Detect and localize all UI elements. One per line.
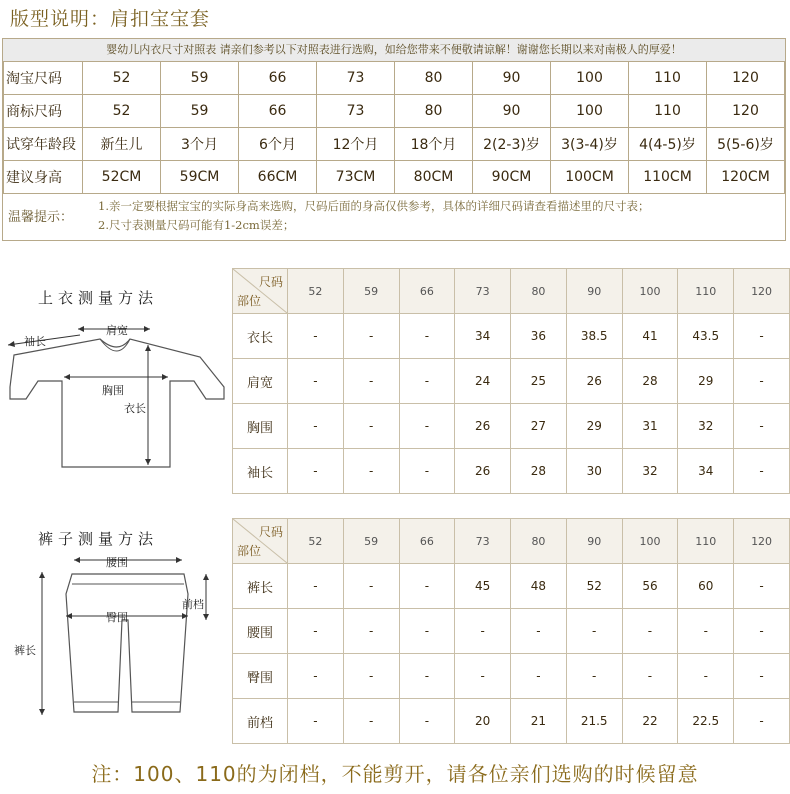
measure-cell: 29	[678, 359, 734, 404]
measure-cell: 31	[622, 404, 678, 449]
measure-cell: -	[566, 609, 622, 654]
size-header-cell: 73	[455, 269, 511, 314]
measure-cell: -	[288, 609, 344, 654]
measure-row	[233, 314, 790, 359]
measure-cell: -	[678, 609, 734, 654]
measure-cell: -	[734, 609, 790, 654]
size-chart-row	[4, 128, 785, 161]
size-chart-cell: 90	[473, 95, 551, 128]
measure-cell: -	[734, 699, 790, 744]
size-chart-cell: 5(5-6)岁	[707, 128, 785, 161]
measure-cell: 56	[622, 564, 678, 609]
corner-part-label: 部位	[237, 544, 262, 558]
measure-cell: 21	[511, 699, 567, 744]
size-chart-cell: 3个月	[161, 128, 239, 161]
size-header-cell: 90	[566, 519, 622, 564]
measure-cell: -	[288, 699, 344, 744]
measure-cell: -	[399, 699, 455, 744]
size-chart-cell: 90	[473, 62, 551, 95]
size-chart-cell: 80CM	[395, 161, 473, 194]
label-pants-length: 裤长	[14, 644, 36, 657]
measure-cell: -	[288, 449, 344, 494]
size-header-cell: 100	[622, 269, 678, 314]
measure-cell: -	[343, 404, 399, 449]
measure-cell: -	[622, 609, 678, 654]
measure-cell: -	[343, 449, 399, 494]
measure-row	[233, 699, 790, 744]
measure-cell: 36	[511, 314, 567, 359]
measure-row	[233, 609, 790, 654]
size-chart-cell: 73CM	[317, 161, 395, 194]
measure-cell: -	[734, 564, 790, 609]
size-header-cell: 59	[343, 269, 399, 314]
size-chart-cell: 110	[629, 62, 707, 95]
size-chart-row-label: 试穿年龄段	[4, 128, 83, 161]
size-chart-row-label: 商标尺码	[4, 95, 83, 128]
measure-row	[233, 564, 790, 609]
measure-cell: -	[343, 654, 399, 699]
measure-cell: -	[343, 699, 399, 744]
size-chart-cell: 66	[239, 62, 317, 95]
size-chart-cell: 73	[317, 62, 395, 95]
measure-cell: 27	[511, 404, 567, 449]
size-chart-cell: 110	[629, 95, 707, 128]
measure-cell: -	[734, 654, 790, 699]
measure-cell: -	[399, 404, 455, 449]
size-header-cell: 120	[734, 519, 790, 564]
label-rise: 前档	[182, 598, 204, 611]
corner-cell	[233, 519, 288, 564]
size-chart-cell: 12个月	[317, 128, 395, 161]
measure-cell: -	[678, 654, 734, 699]
size-header-cell: 52	[288, 269, 344, 314]
measure-cell: 21.5	[566, 699, 622, 744]
label-shoulder: 肩宽	[106, 324, 128, 337]
measure-cell: 52	[566, 564, 622, 609]
size-chart-row	[4, 95, 785, 128]
size-chart-cell: 100	[551, 62, 629, 95]
size-chart-cell: 59CM	[161, 161, 239, 194]
measure-row-label: 裤长	[233, 564, 288, 609]
size-chart-cell: 66	[239, 95, 317, 128]
size-chart-cell: 52	[83, 62, 161, 95]
measure-cell: -	[622, 654, 678, 699]
size-chart-cell: 80	[395, 62, 473, 95]
measure-cell: -	[399, 449, 455, 494]
measure-cell: 32	[622, 449, 678, 494]
measure-cell: -	[288, 404, 344, 449]
measure-cell: -	[399, 314, 455, 359]
top-section-title: 上衣测量方法	[38, 289, 159, 307]
corner-size-label: 尺码	[258, 275, 283, 289]
measure-cell: 43.5	[678, 314, 734, 359]
measure-cell: 38.5	[566, 314, 622, 359]
corner-part-label: 部位	[237, 294, 262, 308]
page-title: 版型说明：肩扣宝宝套	[10, 8, 211, 30]
measure-cell: 28	[511, 449, 567, 494]
notice-banner: 婴幼儿内衣尺寸对照表 请亲们参考以下对照表进行选购，如给您带来不便敬请谅解！谢谢您长期以来对南极人的厚爱！	[3, 39, 785, 61]
size-chart-cell: 120	[707, 62, 785, 95]
measure-cell: 24	[455, 359, 511, 404]
measure-cell: -	[343, 359, 399, 404]
size-chart-cell: 52CM	[83, 161, 161, 194]
measure-cell: -	[288, 564, 344, 609]
label-length: 衣长	[124, 402, 146, 415]
measure-cell: 60	[678, 564, 734, 609]
measure-cell: -	[734, 404, 790, 449]
size-header-cell: 120	[734, 269, 790, 314]
measure-row-label: 前档	[233, 699, 288, 744]
size-chart-row	[4, 62, 785, 95]
measure-row	[233, 449, 790, 494]
size-chart-cell: 100CM	[551, 161, 629, 194]
measure-cell: -	[734, 314, 790, 359]
measure-cell: -	[511, 654, 567, 699]
size-header-cell: 80	[511, 269, 567, 314]
measure-row-label: 袖长	[233, 449, 288, 494]
size-chart-cell: 100	[551, 95, 629, 128]
size-chart-cell: 73	[317, 95, 395, 128]
corner-cell	[233, 269, 288, 314]
tips-label: 温馨提示：	[8, 210, 74, 225]
measure-cell: 32	[678, 404, 734, 449]
size-header-cell: 59	[343, 519, 399, 564]
size-header-cell: 73	[455, 519, 511, 564]
size-header-cell: 110	[678, 269, 734, 314]
size-chart-cell: 66CM	[239, 161, 317, 194]
measure-cell: -	[288, 359, 344, 404]
size-chart-cell: 59	[161, 95, 239, 128]
size-chart-cell: 110CM	[629, 161, 707, 194]
measure-cell: -	[455, 609, 511, 654]
measure-cell: 29	[566, 404, 622, 449]
pants-section-title: 裤子测量方法	[38, 530, 159, 548]
measure-cell: 26	[566, 359, 622, 404]
top-measure-table	[232, 268, 790, 494]
measure-cell: -	[399, 564, 455, 609]
measure-cell: -	[734, 449, 790, 494]
corner-size-label: 尺码	[258, 525, 283, 539]
measure-row-label: 胸围	[233, 404, 288, 449]
measure-cell: 22.5	[678, 699, 734, 744]
measure-row	[233, 359, 790, 404]
measure-row	[233, 654, 790, 699]
size-chart-cell: 6个月	[239, 128, 317, 161]
measure-cell: -	[399, 359, 455, 404]
measure-cell: 20	[455, 699, 511, 744]
measure-row-label: 肩宽	[233, 359, 288, 404]
measure-header-row	[233, 269, 790, 314]
measure-row	[233, 404, 790, 449]
size-chart-row-label: 淘宝尺码	[4, 62, 83, 95]
measure-cell: 28	[622, 359, 678, 404]
size-chart-cell: 59	[161, 62, 239, 95]
measure-cell: -	[343, 564, 399, 609]
size-chart-cell: 3(3-4)岁	[551, 128, 629, 161]
measure-row-label: 衣长	[233, 314, 288, 359]
measure-cell: 26	[455, 404, 511, 449]
size-header-cell: 66	[399, 269, 455, 314]
tips-block	[8, 198, 788, 238]
size-chart-row-label: 建议身高	[4, 161, 83, 194]
size-header-cell: 100	[622, 519, 678, 564]
size-chart-cell: 120CM	[707, 161, 785, 194]
measure-cell: 34	[455, 314, 511, 359]
size-chart-cell: 新生儿	[83, 128, 161, 161]
measure-cell: -	[734, 359, 790, 404]
measure-cell: 34	[678, 449, 734, 494]
measure-cell: 48	[511, 564, 567, 609]
size-header-cell: 110	[678, 519, 734, 564]
tips-line-1: 1.亲一定要根据宝宝的实际身高来选购，尺码后面的身高仅供参考，具体的详细尺码请查看描述里的尺寸表；	[98, 199, 650, 213]
label-chest: 胸围	[102, 384, 124, 397]
measure-cell: 22	[622, 699, 678, 744]
size-chart-row	[4, 161, 785, 194]
measure-row-label: 臀围	[233, 654, 288, 699]
size-chart-cell: 90CM	[473, 161, 551, 194]
measure-row-label: 腰围	[233, 609, 288, 654]
size-chart-cell: 120	[707, 95, 785, 128]
measure-cell: -	[288, 314, 344, 359]
measure-cell: 26	[455, 449, 511, 494]
tips-line-2: 2.尺寸表测量尺码可能有1-2cm误差；	[98, 218, 295, 232]
measure-cell: 45	[455, 564, 511, 609]
measure-cell: -	[566, 654, 622, 699]
measure-cell: -	[399, 609, 455, 654]
label-hip: 臀围	[106, 611, 128, 624]
size-header-cell: 52	[288, 519, 344, 564]
size-header-cell: 80	[511, 519, 567, 564]
measure-header-row	[233, 519, 790, 564]
size-header-cell: 90	[566, 269, 622, 314]
measure-cell: 30	[566, 449, 622, 494]
footer-note: 注：100、110的为闭档，不能剪开，请各位亲们选购的时候留意	[91, 762, 699, 786]
size-chart-cell: 2(2-3)岁	[473, 128, 551, 161]
measure-cell: -	[399, 654, 455, 699]
pants-measure-table	[232, 518, 790, 744]
label-sleeve: 袖长	[24, 335, 46, 348]
size-chart-cell: 52	[83, 95, 161, 128]
measure-cell: 25	[511, 359, 567, 404]
size-chart-table	[3, 61, 785, 194]
measure-cell: -	[343, 314, 399, 359]
label-waist: 腰围	[106, 556, 128, 569]
measure-cell: -	[455, 654, 511, 699]
size-header-cell: 66	[399, 519, 455, 564]
measure-cell: -	[288, 654, 344, 699]
measure-cell: 41	[622, 314, 678, 359]
size-chart-cell: 18个月	[395, 128, 473, 161]
size-chart-cell: 4(4-5)岁	[629, 128, 707, 161]
size-chart-cell: 80	[395, 95, 473, 128]
measure-cell: -	[343, 609, 399, 654]
measure-cell: -	[511, 609, 567, 654]
